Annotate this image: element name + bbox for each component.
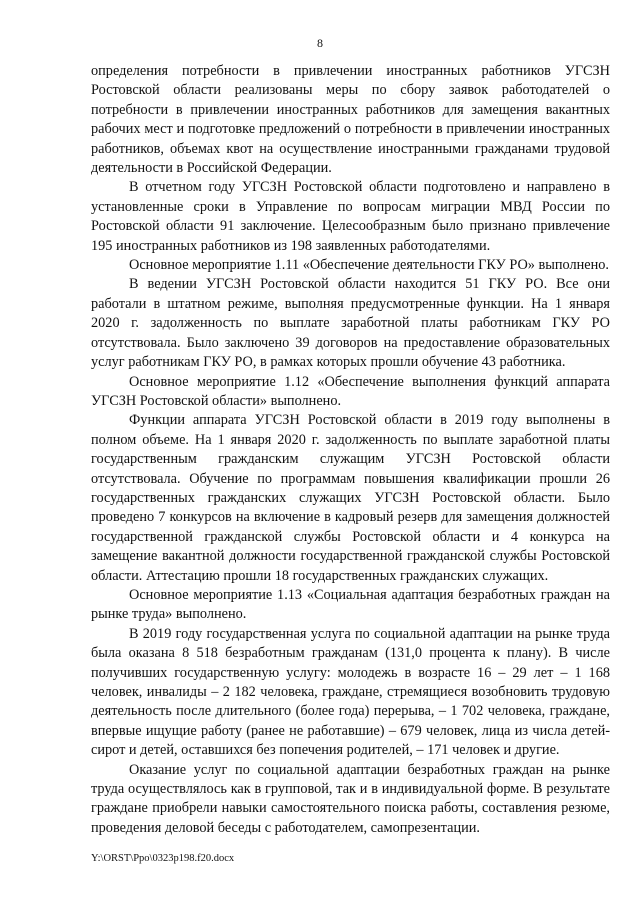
document-body <box>91 62 610 838</box>
paragraph-social-adaptation-forms: Оказание услуг по социальной адаптации безработных граждан на рынке труда осуществлялось как в групповой, так и в индивидуальной форме. В результате граждане приобрели навыки самостоятельного поиска работы, составления резюме, проведения деловой беседы с работодателем, самопрезентации. <box>91 761 610 836</box>
footer-file-path: Y:\ORST\Ppo\0323p198.f20.docx <box>91 853 235 864</box>
paragraph-activity-1-12: Основное мероприятие 1.12 «Обеспечение выполнения функций аппарата УГСЗН Ростовской области» выполнено. <box>91 373 610 409</box>
paragraph-migration-conclusions: В отчетном году УГСЗН Ростовской области подготовлено и направлено в установленные сроки в Управление по вопросам миграции МВД России по Ростовской области 91 заключение. Целесообразным было признано привлечение 195 иностранных работников из 198 заявленных работодателями. <box>91 179 610 254</box>
paragraph-activity-1-13: Основное мероприятие 1.13 «Социальная адаптация безработных граждан на рынке труда» выполнено. <box>91 586 610 623</box>
paragraph-continued: определения потребности в привлечении иностранных работников УГСЗН Ростовской области реализованы меры по сбору заявок работодателей о потребности в привлечении иностранных работников для замещения вакантных рабочих мест и подготовке предложений о потребности в привлечении иностранных работников, объемах квот на осуществление иностранными гражданами трудовой деятельности в Российской Федерации. <box>91 63 610 177</box>
page-number: 8 <box>317 36 323 50</box>
paragraph-social-adaptation-stats: В 2019 году государственная услуга по социальной адаптации на рынке труда была оказана 8 518 безработным гражданам (131,0 процента к плану). В числе получивших государственную услугу: молодежь в возрасте 16 – 29 лет – 1 168 человек, инвалиды – 2 182 человека, граждане, стремящиеся возобновить трудовую деятельность после длительного (более года) перерыва, – 1 702 человека, граждане, впервые ищущие работу (ранее не работавшие) – 679 человек, лица из числа детей-сирот и детей, оставшихся без попечения родителей, – 171 человек и другие. <box>91 625 610 759</box>
paragraph-gku-ro: В ведении УГСЗН Ростовской области находится 51 ГКУ РО. Все они работали в штатном режиме, выполняя предусмотренные функции. На 1 января 2020 г. задолженность по выплате заработной платы работникам ГКУ РО отсутствовала. Было заключено 39 договоров на предоставление образовательных услуг работникам ГКУ РО, в рамках которых прошли обучение 43 работника. <box>91 276 610 371</box>
paragraph-apparatus-functions: Функции аппарата УГСЗН Ростовской области в 2019 году выполнены в полном объеме. На 1 января 2020 г. задолженность по выплате заработной платы государственным гражданским служащим УГСЗН Ростовской области отсутствовала. Обучение по программам повышения квалификации прошли 26 государственных гражданских служащих УГСЗН Ростовской области. Было проведено 7 конкурсов на включение в кадровый резерв для замещения должностей государственной гражданской службы Ростовской области и 4 конкурса на замещение вакантной должности государственной гражданской службы Ростовской области. Аттестацию прошли 18 государственных гражданских служащих. <box>91 412 610 584</box>
paragraph-activity-1-11: Основное мероприятие 1.11 «Обеспечение деятельности ГКУ РО» выполнено. <box>129 257 609 274</box>
